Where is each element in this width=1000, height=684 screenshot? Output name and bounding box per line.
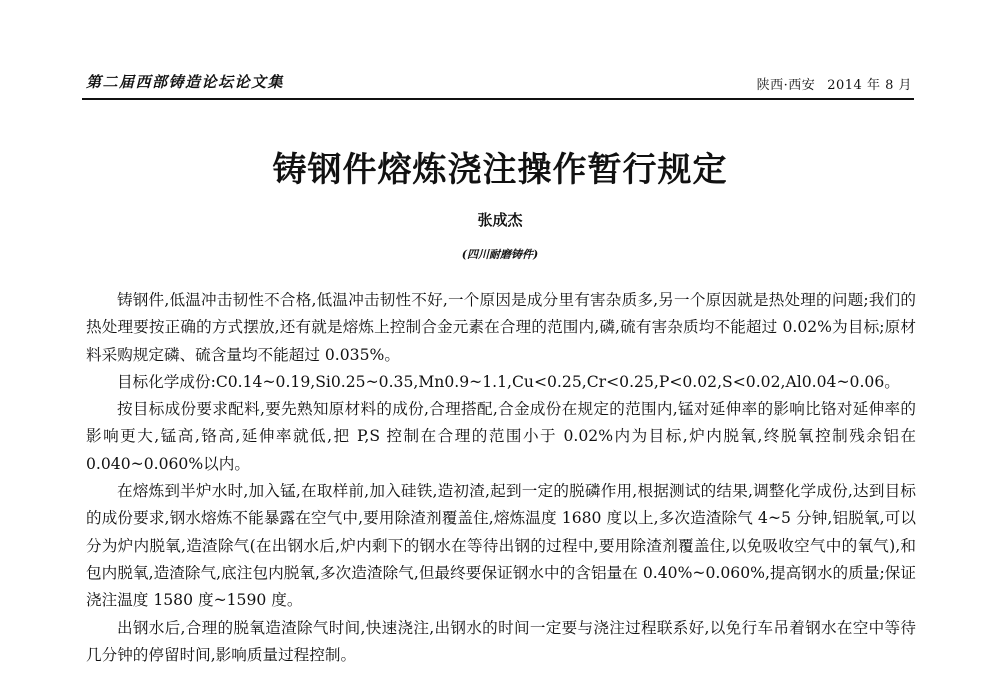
header-rule — [82, 98, 914, 100]
paragraph: 目标化学成份:C0.14~0.19,Si0.25~0.35,Mn0.9~1.1,Cu<0.25,Cr<0.25,P<0.02,S<0.02,Al0.04~0.06。 — [117, 372, 900, 391]
article-title: 铸钢件熔炼浇注操作暂行规定 — [272, 150, 728, 190]
running-header-location-date — [757, 74, 912, 93]
paragraph: 在熔炼到半炉水时,加入锰,在取样前,加入硅铁,造初渣,起到一定的脱磷作用,根据测试的结果,调整化学成份,达到目标的成份要求,钢水熔炼不能暴露在空气中,要用除渣剂覆盖住,熔炼温度 1680 度以上,多次造渣除气 4~5 分钟,铝脱氧,可以分为炉内脱氧,造渣除气(在出钢水后,炉内剩下的钢水在等待出钢的过程中,要用除渣剂覆盖住,以免吸收空气中的氧气),和包内脱氧,造渣除气,底注包内脱氧,多次造渣除气,但最终要保证钢水中的含铝量在 0.40%~0.060%,提高钢水的质量;保证浇注温度 1580 度~1590 度。 — [86, 482, 916, 610]
article-body — [86, 287, 916, 669]
article-author: 张成杰 — [477, 211, 523, 229]
paragraph: 铸钢件,低温冲击韧性不合格,低温冲击韧性不好,一个原因是成分里有害杂质多,另一个原因就是热处理的问题;我们的热处理要按正确的方式摆放,还有就是熔炼上控制合金元素在合理的范围内,磷,硫有害杂质均不能超过 0.02%为目标;原材料采购规定磷、硫含量均不能超过 0.035%。 — [86, 291, 916, 364]
running-header-journal: 第二届西部铸造论坛论文集 — [86, 73, 285, 91]
paragraph: 按目标成份要求配料,要先熟知原材料的成份,合理搭配,合金成份在规定的范围内,锰对延伸率的影响比铬对延伸率的影响更大,锰高,铬高,延伸率就低,把 P,S 控制在合理的范围小于 0.02%内为目标,炉内脱氧,终脱氧控制残余铝在 0.040~0.060%以内。 — [86, 400, 916, 473]
article-affiliation: (四川耐磨铸件) — [461, 248, 539, 261]
header-date: 2014 年 8 月 — [827, 78, 912, 93]
header-location: 陕西·西安 — [756, 78, 816, 93]
paragraph: 出钢水后,合理的脱氧造渣除气时间,快速浇注,出钢水的时间一定要与浇注过程联系好,以免行车吊着钢水在空中等待几分钟的停留时间,影响质量过程控制。 — [86, 618, 916, 664]
